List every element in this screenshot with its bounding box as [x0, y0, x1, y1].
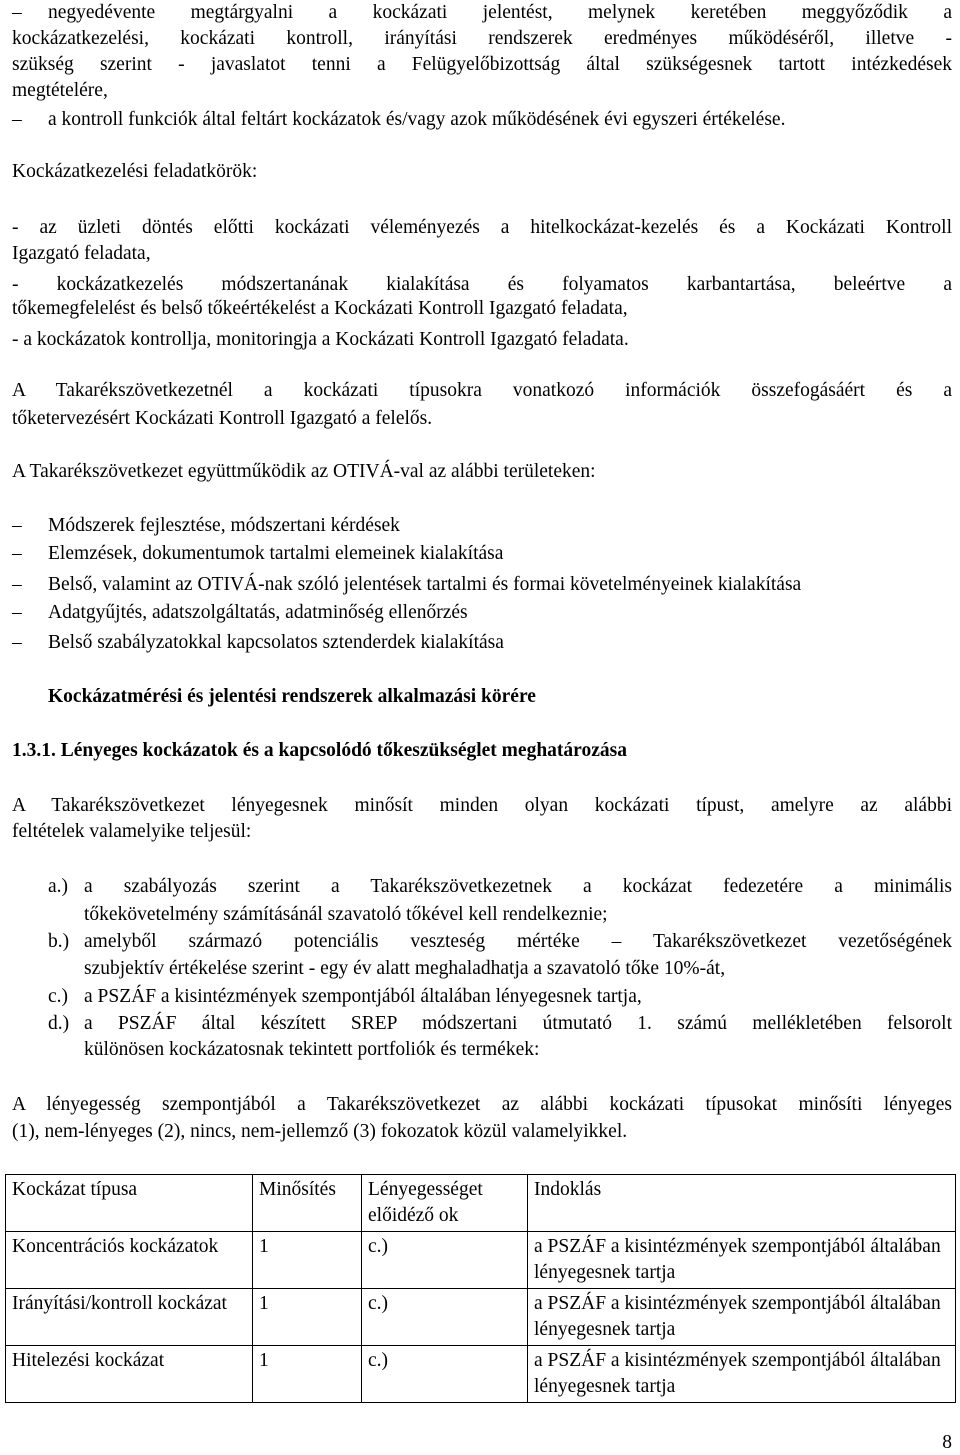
table-header-row — [6, 1175, 956, 1232]
criterion-text: a PSZÁF a kisintézmények szempontjából általában lényegesnek tartja, — [84, 986, 642, 1007]
criteria-intro-line: A Takarékszövetkezet lényegesnek minősít minden olyan kockázati típust, amelyre az alábbi — [12, 795, 952, 816]
page-number: 8 — [942, 1432, 952, 1453]
duties-heading: Kockázatkezelési feladatkörök: — [12, 161, 258, 182]
bullet-text-line: negyedévente megtárgyalni a kockázati jelentést, melynek keretében meggyőződik a — [48, 2, 952, 23]
cell-justification: a PSZÁF a kisintézmények szempontjából általában lényegesnek tartja — [528, 1289, 956, 1346]
section-heading: 1.3.1. Lényeges kockázatok és a kapcsolódó tőkeszükséglet meghatározása — [12, 740, 627, 761]
dash-marker: – — [12, 574, 22, 595]
dash-marker: – — [12, 109, 22, 130]
dash-marker: – — [12, 2, 22, 23]
header-risk-type: Kockázat típusa — [6, 1175, 253, 1232]
list-item: Belső szabályzatokkal kapcsolatos sztenderdek kialakítása — [48, 632, 504, 653]
duty-line: - az üzleti döntés előtti kockázati véleményezés a hitelkockázat-kezelés és a Kockázati Kontroll — [12, 217, 952, 238]
risk-table — [5, 1174, 956, 1403]
cell-cause: c.) — [362, 1346, 528, 1403]
header-justification: Indoklás — [528, 1175, 956, 1232]
bullet-text-line: szükség szerint - javaslatot tenni a Felügyelőbizottság által szükségesnek tartott intézkedések — [12, 54, 952, 75]
table-row — [6, 1346, 956, 1403]
cell-cause: c.) — [362, 1289, 528, 1346]
criterion-text: a PSZÁF által készített SREP módszertani útmutató 1. számú mellékletében felsorolt — [84, 1013, 952, 1034]
header-cause: Lényegességet előidéző ok — [362, 1175, 528, 1232]
duty-line: Igazgató feladata, — [12, 243, 151, 264]
criterion-label: b.) — [48, 931, 70, 952]
criterion-text: tőkekövetelmény számításánál szavatoló tőkével kell rendelkeznie; — [84, 904, 608, 925]
cell-risk-type: Irányítási/kontroll kockázat — [6, 1289, 253, 1346]
cell-risk-type: Hitelezési kockázat — [6, 1346, 253, 1403]
cell-cause: c.) — [362, 1232, 528, 1289]
cell-rating: 1 — [253, 1232, 362, 1289]
cell-justification: a PSZÁF a kisintézmények szempontjából általában lényegesnek tartja — [528, 1346, 956, 1403]
criterion-label: a.) — [48, 876, 69, 897]
dash-marker: – — [12, 632, 22, 653]
table-row — [6, 1289, 956, 1346]
cell-risk-type: Koncentrációs kockázatok — [6, 1232, 253, 1289]
bullet-text-line: kockázatkezelési, kockázati kontroll, irányítási rendszerek eredményes működéséről, illetve - — [12, 28, 952, 49]
dash-marker: – — [12, 515, 22, 536]
cell-justification: a PSZÁF a kisintézmények szempontjából általában lényegesnek tartja — [528, 1232, 956, 1289]
cell-rating: 1 — [253, 1346, 362, 1403]
criterion-text: szubjektív értékelése szerint - egy év alatt meghaladhatja a szavatoló tőke 10%-át, — [84, 958, 726, 979]
classification-line: (1), nem-lényeges (2), nincs, nem-jellemző (3) fokozatok közül valamelyikkel. — [12, 1121, 628, 1142]
criterion-label: c.) — [48, 986, 69, 1007]
header-rating: Minősítés — [253, 1175, 362, 1232]
duty-line: tőkemegfelelést és belső tőkeértékelést a Kockázati Kontroll Igazgató feladata, — [12, 298, 628, 319]
criterion-text: a szabályozás szerint a Takarékszövetkezetnek a kockázat fedezetére a minimális — [84, 876, 952, 897]
dash-marker: – — [12, 543, 22, 564]
criterion-text: amelyből származó potenciális veszteség mértéke – Takarékszövetkezet vezetőségének — [84, 931, 952, 952]
criteria-intro-line: feltételek valamelyike teljesül: — [12, 821, 252, 842]
dash-marker: – — [12, 602, 22, 623]
list-item: Módszerek fejlesztése, módszertani kérdések — [48, 515, 400, 536]
bullet-text-line: a kontroll funkciók által feltárt kockázatok és/vagy azok működésének évi egyszeri értékelése. — [48, 109, 786, 130]
scope-heading: Kockázatmérési és jelentési rendszerek alkalmazási körére — [48, 686, 536, 707]
list-item: Adatgyűjtés, adatszolgáltatás, adatminőség ellenőrzés — [48, 602, 468, 623]
list-item: Belső, valamint az OTIVÁ-nak szóló jelentések tartalmi és formai követelményeinek kialakítása — [48, 574, 802, 595]
info-paragraph-line: A Takarékszövetkezetnél a kockázati típusokra vonatkozó információk összefogásáért és a — [12, 380, 952, 401]
table-row — [6, 1232, 956, 1289]
criterion-label: d.) — [48, 1013, 70, 1034]
cell-rating: 1 — [253, 1289, 362, 1346]
classification-line: A lényegesség szempontjából a Takarékszövetkezet az alábbi kockázati típusokat minősíti lényeges — [12, 1094, 952, 1115]
info-paragraph-line: tőketervezésért Kockázati Kontroll Igazgató a felelős. — [12, 408, 433, 429]
criterion-text: különösen kockázatosnak tekintett portfoliók és termékek: — [84, 1039, 540, 1060]
bullet-text-line: megtételére, — [12, 80, 108, 101]
otiva-intro: A Takarékszövetkezet együttműködik az OTIVÁ-val az alábbi területeken: — [12, 461, 596, 482]
duty-line: - a kockázatok kontrollja, monitoringja a Kockázati Kontroll Igazgató feladata. — [12, 329, 629, 350]
duty-line: - kockázatkezelés módszertanának kialakítása és folyamatos karbantartása, beleértve a — [12, 274, 952, 295]
list-item: Elemzések, dokumentumok tartalmi elemeinek kialakítása — [48, 543, 504, 564]
